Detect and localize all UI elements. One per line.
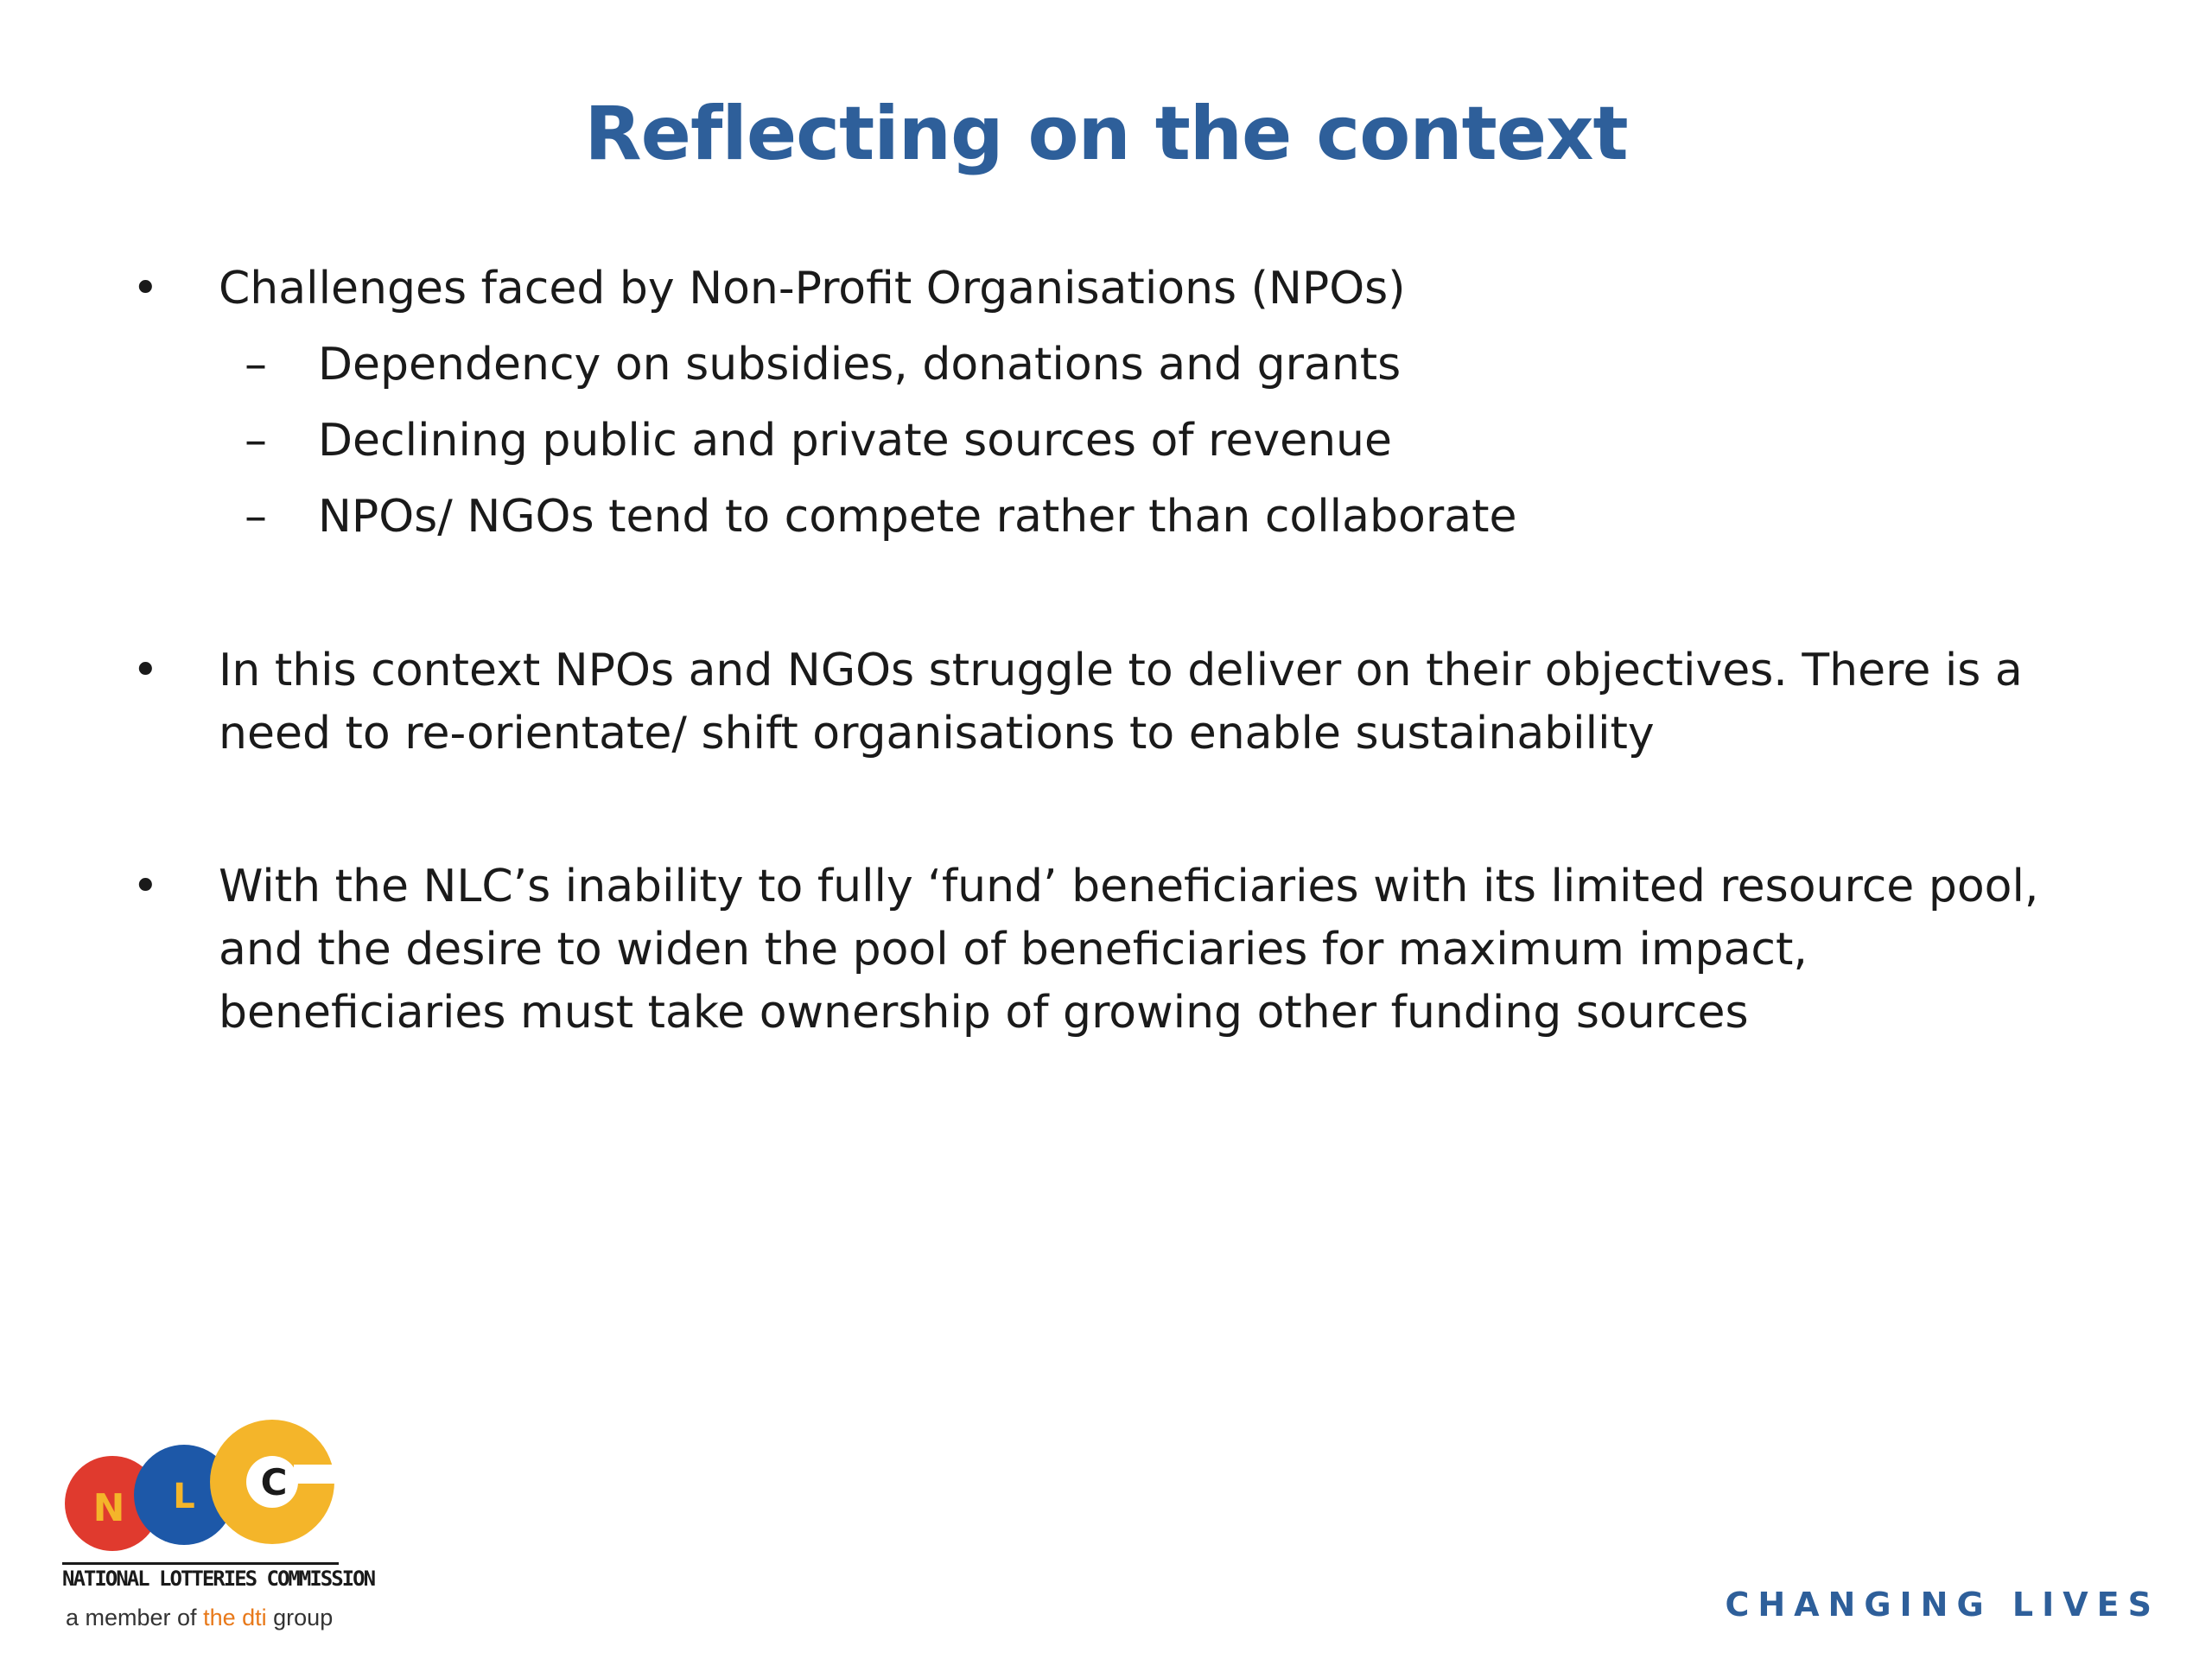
nlc-logo: [60, 1413, 375, 1637]
sub-marker: –: [245, 491, 267, 543]
bullet-marker: •: [132, 645, 159, 696]
sub-marker: –: [245, 415, 267, 467]
logo-letter-c: C: [260, 1461, 288, 1503]
bullet-text: Challenges faced by Non-Profit Organisations (NPOs): [219, 263, 1406, 315]
bullet-text: In this context NPOs and NGOs struggle to deliver on their objectives. There is a need to re-orientate/ shift organisations to enable sustainability: [219, 645, 2023, 760]
slide-title: Reflecting on the context: [584, 91, 1628, 177]
sub-item-dependency: [245, 334, 2133, 397]
sub-text: Dependency on subsidies, donations and grants: [318, 339, 1402, 391]
bullet-item-nlc-funding: [132, 855, 2102, 1045]
sub-text: Declining public and private sources of revenue: [318, 415, 1392, 467]
sub-marker: –: [245, 339, 267, 391]
logo-organisation-name: NATIONAL LOTTERIES COMMISSION: [62, 1562, 339, 1591]
bullet-text: With the NLC’s inability to fully ‘fund’ beneficiaries with its limited resource pool, and the desire to widen the pool of beneficiaries for maximum impact, beneficiaries must take ownership of growing other funding sources: [219, 861, 2039, 1039]
logo-c-gap: [294, 1465, 337, 1484]
sub-item-declining: [245, 410, 2133, 473]
logo-letter-n: N: [92, 1486, 125, 1530]
bullet-marker: •: [132, 861, 159, 912]
logo-member-brand: the dti: [203, 1605, 267, 1630]
tagline: CHANGING LIVES: [1725, 1586, 2160, 1624]
bullet-marker: •: [132, 263, 159, 315]
logo-member-prefix: a member of: [66, 1605, 197, 1630]
sub-text: NPOs/ NGOs tend to compete rather than collaborate: [318, 491, 1517, 543]
sub-item-compete: [245, 486, 2133, 549]
logo-letter-l: L: [173, 1477, 195, 1516]
bullet-item-context: [132, 639, 2102, 766]
logo-member-suffix: group: [273, 1605, 334, 1630]
nlc-logo-mark: [60, 1413, 346, 1560]
bullet-item-challenges: [132, 257, 2102, 321]
logo-member-line: [66, 1605, 333, 1631]
